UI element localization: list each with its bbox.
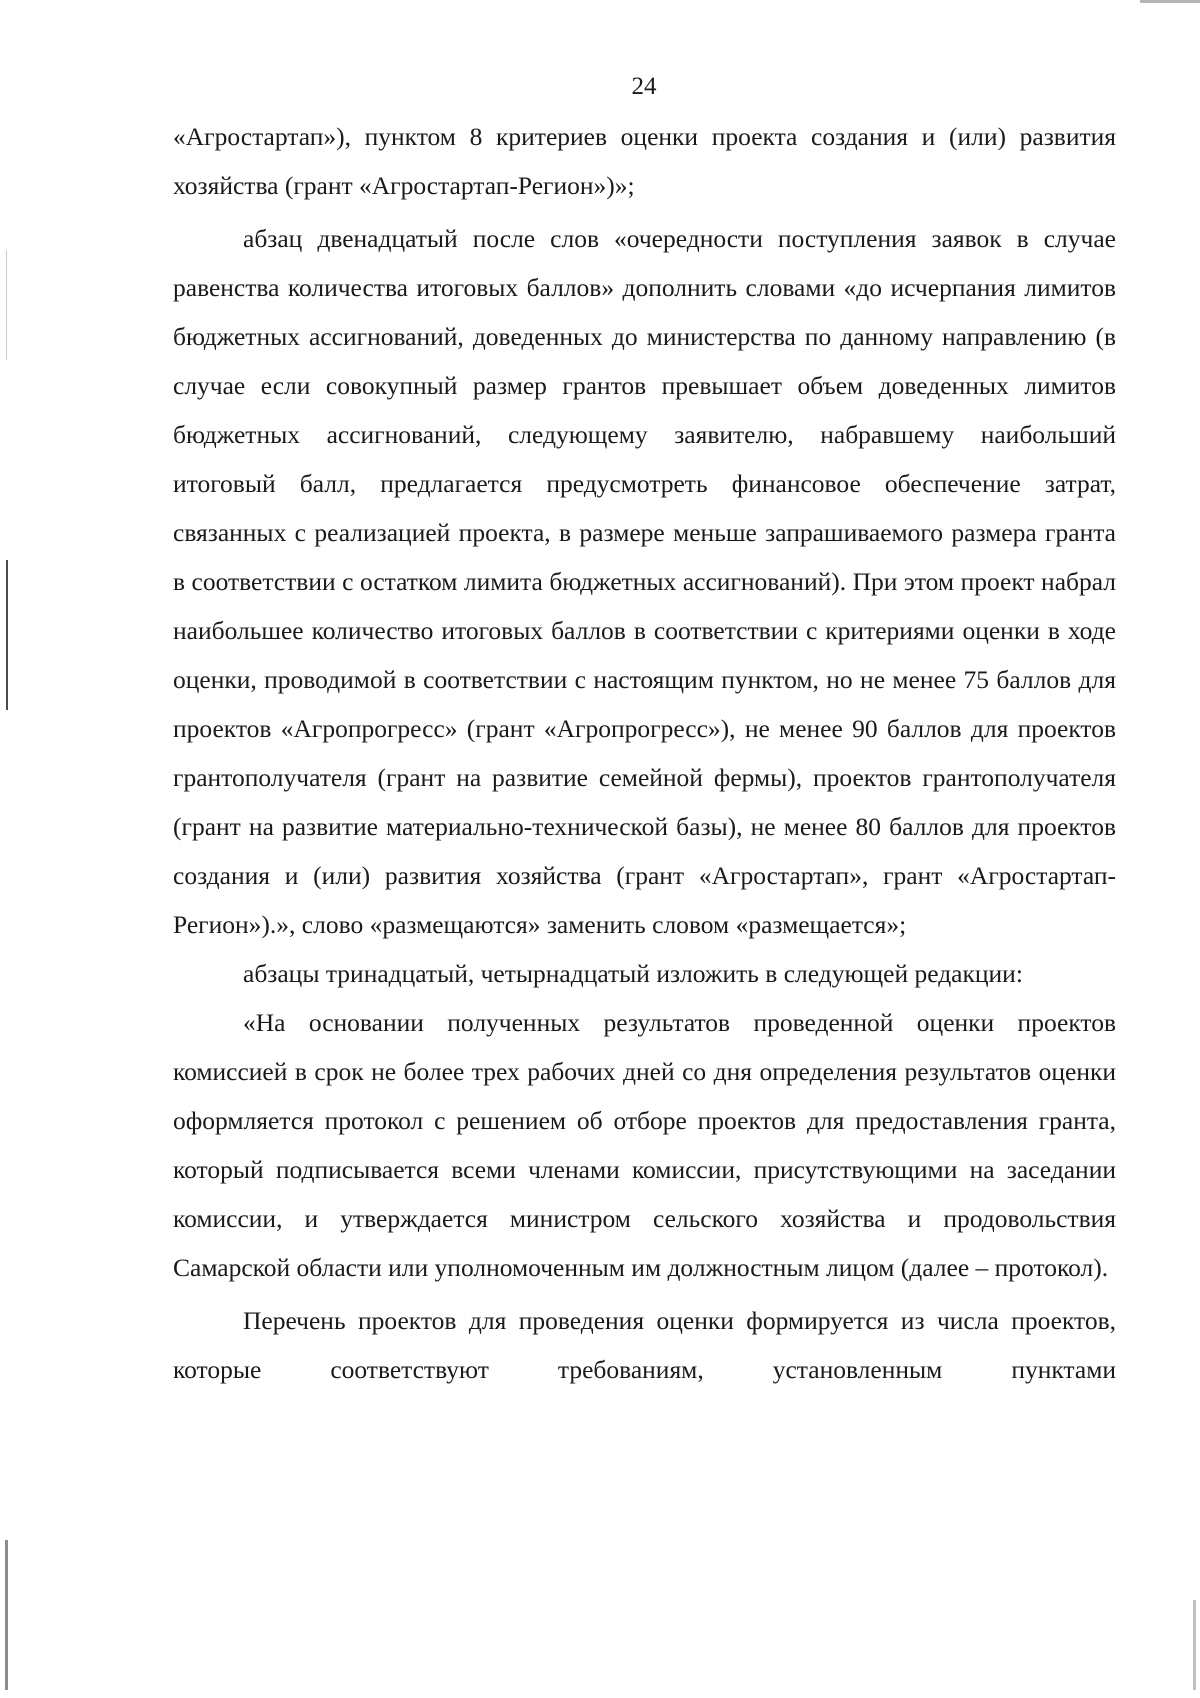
paragraph-amendment-twelfth: абзац двенадцатый после слов «очередности поступления заявок в случае равенства количества итоговых баллов» дополнить словами «до исчерпания лимитов бюджетных ассигнований, доведенных до министерства по данному направлению (в случае если совокупный размер грантов превышает объем доведенных лимитов бюджетных ассигнований, следующему заявителю, набравшему наибольший итоговый балл, предлагается предусмотреть финансовое обеспечение затрат, связанных с реализацией проекта, в размере меньше запрашиваемого размера гранта в соответствии с остатком лимита бюджетных ассигнований). При этом проект набрал наибольшее количество итоговых баллов в соответствии с критериями оценки в ходе оценки, проводимой в соответствии с настоящим пунктом, но не менее 75 баллов для проектов «Агропрогресс» (грант «Агропрогресс»), не менее 90 баллов для проектов грантополучателя (грант на развитие семейной фермы), проектов грантополучателя (грант на развитие материально-технической базы), не менее 80 баллов для проектов создания и (или) развития хозяйства (грант «Агростартап», грант «Агростартап-Регион»).», слово «размещаются» заменить словом «размещается»; [173, 224, 1116, 939]
paragraph-continuation: «Агростартап»), пунктом 8 критериев оценки проекта создания и (или) развития хозяйства (грант «Агростартап-Регион»)»; [173, 122, 1116, 200]
page-number: 24 [631, 73, 657, 100]
scan-artifact [1140, 0, 1200, 3]
document-body [173, 112, 1116, 1394]
scan-artifact [6, 560, 8, 710]
scan-artifact [6, 250, 7, 360]
scan-artifact [1193, 1600, 1196, 1690]
paragraph-amendment-thirteenth: абзацы тринадцатый, четырнадцатый изложить в следующей редакции: [243, 959, 1023, 988]
paragraph-quoted-protocol: «На основании полученных результатов проведенной оценки проектов комиссией в срок не более трех рабочих дней со дня определения результатов оценки оформляется протокол с решением об отборе проектов для предоставления гранта, который подписывается всеми членами комиссии, присутствующими на заседании комиссии, и утверждается министром сельского хозяйства и продовольствия Самарской области или уполномоченным им должностным лицом (далее – протокол). [173, 1008, 1116, 1282]
paragraph-project-list: Перечень проектов для проведения оценки формируется из числа проектов, которые соответствуют требованиям, установленным пунктами [173, 1306, 1116, 1384]
scan-artifact [5, 1540, 8, 1690]
